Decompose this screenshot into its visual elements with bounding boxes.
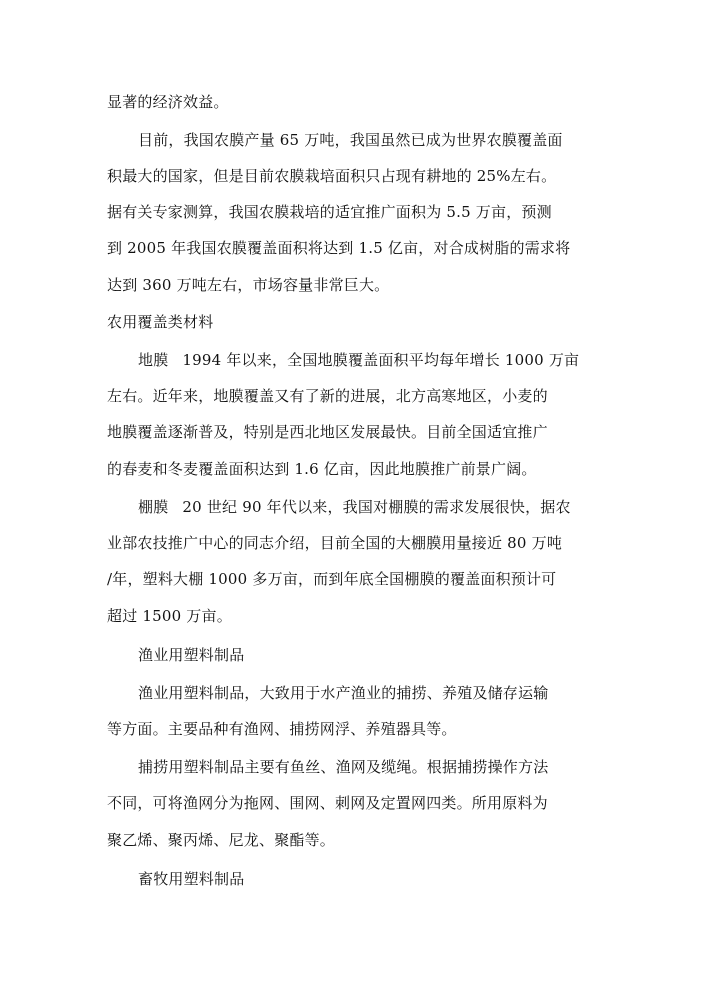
paragraph-line: 聚乙烯、聚丙烯、尼龙、聚酯等。	[107, 831, 336, 849]
section-heading-agri: 农用覆盖类材料	[107, 313, 214, 331]
paragraph-line	[138, 350, 579, 370]
paragraph-line: 左右。近年来，地膜覆盖又有了新的进展，北方高寒地区，小麦的	[107, 387, 548, 405]
paragraph-line: 目前，我国农膜产量 65 万吨，我国虽然已成为世界农膜覆盖面	[138, 131, 563, 149]
paragraph-line	[138, 497, 571, 517]
paragraph-line: 地膜覆盖逐渐普及，特别是西北地区发展最快。目前全国适宜推广	[107, 423, 548, 441]
paragraph-line: /年，塑料大棚 1000 多万亩，而到年底全国棚膜的覆盖面积预计可	[107, 570, 557, 588]
paragraph-line-text: 1994 年以来，全国地膜覆盖面积平均每年增长 1000 万亩	[182, 351, 580, 369]
paragraph-line: 业部农技推广中心的同志介绍，目前全国的大棚膜用量接近 80 万吨	[107, 534, 563, 552]
paragraph-line: 渔业用塑料制品，大致用于水产渔业的捕捞、养殖及储存运输	[138, 684, 549, 702]
section-heading-fishery: 渔业用塑料制品	[138, 646, 245, 664]
paragraph-line: 到 2005 年我国农膜覆盖面积将达到 1.5 亿亩，对合成树脂的需求将	[107, 239, 571, 257]
paragraph-line-text: 20 世纪 90 年代以来，我国对棚膜的需求发展很快，据农	[182, 498, 571, 516]
paragraph-line: 超过 1500 万亩。	[107, 607, 232, 625]
paragraph-line: 据有关专家测算，我国农膜栽培的适宜推广面积为 5.5 万亩，预测	[107, 203, 552, 221]
section-heading-livestock: 畜牧用塑料制品	[138, 870, 245, 888]
term-pengmo: 棚膜	[138, 498, 169, 516]
paragraph-line: 等方面。主要品种有渔网、捕捞网浮、养殖器具等。	[107, 720, 457, 738]
paragraph-line: 显著的经济效益。	[107, 93, 229, 111]
paragraph-line: 达到 360 万吨左右，市场容量非常巨大。	[107, 276, 390, 294]
paragraph-line: 不同，可将渔网分为拖网、围网、刺网及定置网四类。所用原料为	[107, 794, 548, 812]
paragraph-line: 的春麦和冬麦覆盖面积达到 1.6 亿亩，因此地膜推广前景广阔。	[107, 460, 537, 478]
paragraph-line: 积最大的国家，但是目前农膜栽培面积只占现有耕地的 25%左右。	[107, 167, 557, 185]
term-dimo: 地膜	[138, 351, 169, 369]
paragraph-line: 捕捞用塑料制品主要有鱼丝、渔网及缆绳。根据捕捞操作方法	[138, 758, 549, 776]
